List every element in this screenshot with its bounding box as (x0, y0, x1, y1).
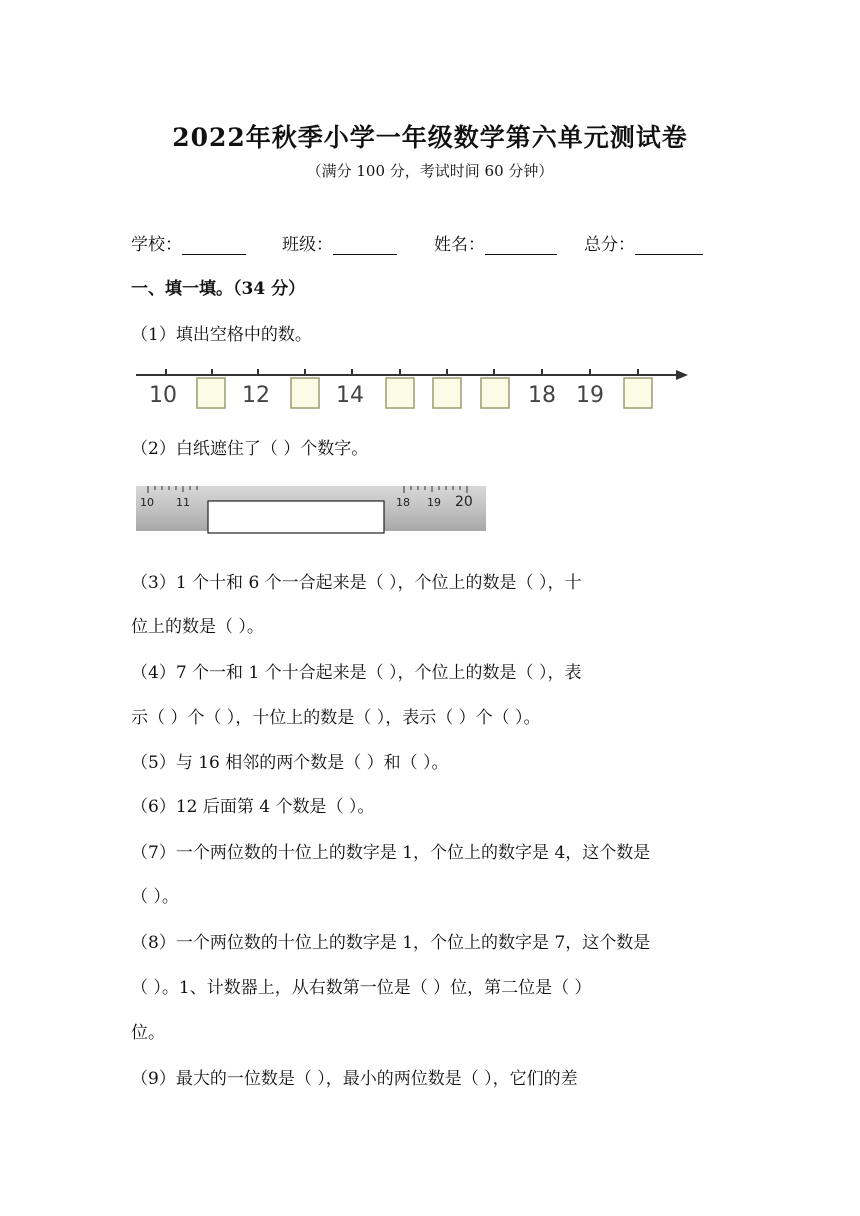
answer-box[interactable] (291, 378, 319, 408)
question-3-cont: 位上的数是（ ）。 (131, 617, 264, 637)
page-title: 2022年秋季小学一年级数学第六单元测试卷 (172, 123, 688, 152)
class-field (282, 230, 397, 255)
question-5: （5）与 16 相邻的两个数是（ ）和（ ）。 (131, 753, 449, 773)
question-8-cont: （ ）。1、计数器上，从右数第一位是（ ）位，第二位是（ ） (131, 978, 592, 998)
answer-box[interactable] (386, 378, 414, 408)
ruler-label: 10 (140, 496, 154, 509)
question-4: （4）7 个一和 1 个十合起来是（ ），个位上的数是（ ），表 (131, 663, 582, 683)
name-label: 姓名： (434, 235, 485, 255)
question-6: （6）12 后面第 4 个数是（ ）。 (131, 797, 375, 817)
exam-subtitle: （满分 100 分，考试时间 60 分钟） (306, 162, 554, 180)
score-blank[interactable] (635, 236, 703, 255)
number-label: 12 (242, 383, 270, 408)
answer-box[interactable] (197, 378, 225, 408)
answer-box[interactable] (481, 378, 509, 408)
question-8-end: 位。 (131, 1023, 165, 1043)
section-heading: 一、填一填。（34 分） (131, 279, 306, 299)
ruler-label: 20 (455, 494, 473, 510)
white-cover-paper (208, 501, 384, 533)
number-line-figure (132, 360, 692, 416)
question-2: （2）白纸遮住了（ ）个数字。 (131, 439, 369, 459)
question-1: （1）填出空格中的数。 (131, 325, 312, 345)
question-9: （9）最大的一位数是（ ），最小的两位数是（ ），它们的差 (131, 1069, 578, 1089)
ruler-label: 11 (176, 496, 190, 509)
ruler-label: 18 (396, 496, 410, 509)
number-label: 18 (528, 383, 556, 408)
class-blank[interactable] (333, 236, 397, 255)
number-label: 19 (576, 383, 604, 408)
ruler-figure (134, 484, 490, 534)
school-label: 学校： (131, 235, 182, 255)
question-7-cont: （ ）。 (131, 887, 179, 907)
name-field (434, 230, 557, 255)
number-label: 10 (149, 383, 177, 408)
class-label: 班级： (282, 235, 333, 255)
answer-box[interactable] (624, 378, 652, 408)
answer-box[interactable] (433, 378, 461, 408)
question-7: （7）一个两位数的十位上的数字是 1，个位上的数字是 4，这个数是 (131, 843, 651, 863)
number-label: 14 (336, 383, 364, 408)
ruler-label: 19 (427, 496, 441, 509)
school-field (131, 230, 246, 255)
question-4-cont: 示（ ）个（ ），十位上的数是（ ），表示（ ）个（ ）。 (131, 708, 541, 728)
score-label: 总分： (584, 235, 635, 255)
school-blank[interactable] (182, 236, 246, 255)
arrow-head-icon (676, 370, 688, 380)
question-8: （8）一个两位数的十位上的数字是 1，个位上的数字是 7，这个数是 (131, 933, 651, 953)
score-field (584, 230, 703, 255)
question-3: （3）1 个十和 6 个一合起来是（ ），个位上的数是（ ），十 (131, 573, 582, 593)
name-blank[interactable] (485, 236, 557, 255)
